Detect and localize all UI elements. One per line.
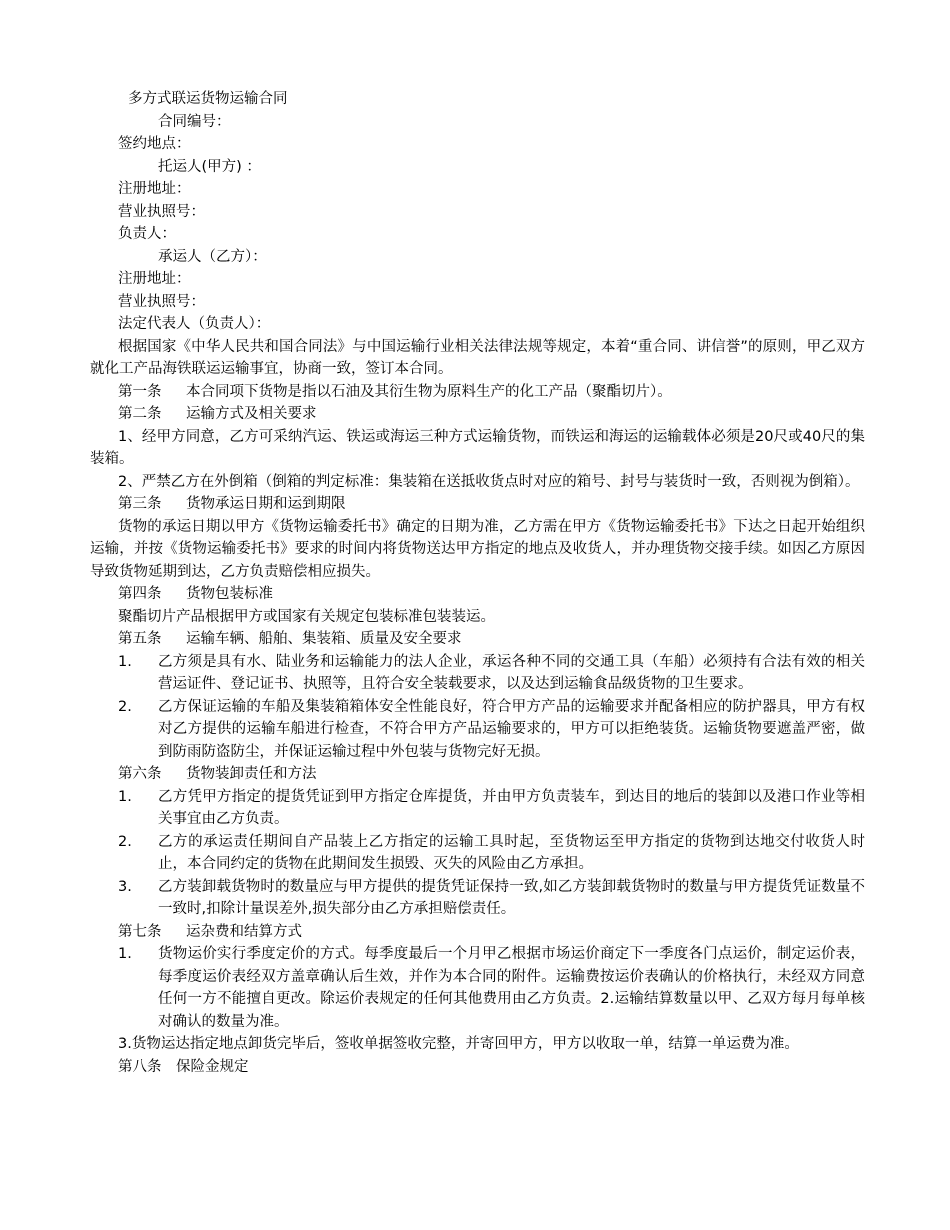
list-number: 2. bbox=[118, 833, 132, 850]
article-5-item-2 bbox=[118, 696, 865, 764]
list-number: 1. bbox=[118, 653, 132, 670]
article-5-title: 运输车辆、船舶、集装箱、质量及安全要求 bbox=[186, 631, 462, 647]
party-b-representative: 法定代表人（负责人）： bbox=[118, 316, 271, 332]
list-item-text: 乙方凭甲方指定的提货凭证到甲方指定仓库提货，并由甲方负责装车，到达目的地后的装卸以及港口作业等相关事宜由乙方负责。 bbox=[158, 788, 865, 827]
list-item-text: 乙方须是具有水、陆业务和运输能力的法人企业，承运各种不同的交通工具（车船）必须持有合法有效的相关营运证件、登记证书、执照等，且符合安全装载要求，以及达到运输食品级货物的卫生要求。 bbox=[158, 653, 865, 692]
article-6 bbox=[0, 763, 950, 786]
party-a-license: 营业执照号： bbox=[118, 203, 205, 220]
list-number: 1. bbox=[118, 946, 132, 962]
article-2-label: 第二条 bbox=[118, 406, 162, 422]
article-7-paragraph-3: 3.货物运达指定地点卸货完毕后，签收单据签收完整，并寄回甲方，甲方以收取一单，结算一单运费为准。 bbox=[118, 1036, 799, 1052]
article-7-title: 运杂费和结算方式 bbox=[186, 923, 302, 940]
article-6-title: 货物装卸责任和方法 bbox=[186, 766, 317, 782]
article-5-label: 第五条 bbox=[118, 631, 162, 647]
list-number: 1. bbox=[118, 788, 132, 805]
article-2-paragraph-1: 1、经甲方同意，乙方可采纳汽运、铁运或海运三种方式运输货物，而铁运和海运的运输载体必须是20尺或40尺的集装箱。 bbox=[90, 428, 865, 467]
party-a-representative: 负责人： bbox=[118, 226, 176, 242]
contract-document bbox=[0, 88, 950, 1078]
document-title: 多方式联运货物运输合同 bbox=[128, 91, 288, 107]
article-3 bbox=[0, 493, 950, 516]
article-4-paragraph-1: 聚酯切片产品根据甲方或国家有关规定包装标准包装装运。 bbox=[118, 608, 495, 625]
article-5 bbox=[0, 628, 950, 651]
article-8-label: 第八条 bbox=[118, 1058, 162, 1075]
article-8-title: 保险金规定 bbox=[176, 1058, 249, 1075]
article-4-title: 货物包装标准 bbox=[186, 586, 273, 602]
party-b-license: 营业执照号： bbox=[118, 293, 205, 310]
party-b-heading: 承运人（乙方）： bbox=[158, 248, 267, 265]
article-6-item-3 bbox=[118, 876, 865, 921]
list-item-text: 乙方装卸载货物时的数量应与甲方提供的提货凭证保持一致,如乙方装卸载货物时的数量与甲方提货凭证数量不一致时,扣除计量误差外,损失部分由乙方承担赔偿责任。 bbox=[158, 878, 865, 917]
article-2-title: 运输方式及相关要求 bbox=[186, 406, 317, 422]
article-2 bbox=[0, 403, 950, 426]
list-number: 3. bbox=[118, 878, 132, 895]
article-7-item-1 bbox=[118, 943, 865, 1033]
contract-number-field: 合同编号： bbox=[158, 113, 231, 130]
article-7-label: 第七条 bbox=[118, 923, 162, 940]
party-b-address: 注册地址： bbox=[118, 271, 191, 287]
article-1-label: 第一条 bbox=[118, 383, 162, 400]
article-1 bbox=[0, 381, 950, 404]
party-a-address: 注册地址： bbox=[118, 181, 191, 197]
preamble-paragraph: 根据国家《中华人民共和国合同法》与中国运输行业相关法律法规等规定，本着“重合同、讲信誉”的原则，甲乙双方就化工产品海铁联运运输事宜，协商一致，签订本合同。 bbox=[90, 338, 865, 377]
article-4-label: 第四条 bbox=[118, 586, 162, 602]
list-item-text: 货物运价实行季度定价的方式。每季度最后一个月甲乙根据市场运价商定下一季度各门点运价，制定运价表，每季度运价表经双方盖章确认后生效，并作为本合同的附件。运输费按运价表确认的价格执行，未经双方同意任何一方不能擅自更改。除运价表规定的任何其他费用由乙方负责。2.运输结算数量以甲、乙双方每月每单核对确认的数量为准。 bbox=[158, 946, 865, 1030]
article-6-label: 第六条 bbox=[118, 766, 162, 782]
article-7 bbox=[0, 921, 950, 944]
list-number: 2. bbox=[118, 698, 132, 715]
sign-place-field: 签约地点： bbox=[118, 136, 191, 152]
article-3-paragraph-1: 货物的承运日期以甲方《货物运输委托书》确定的日期为准，乙方需在甲方《货物运输委托书》下达之日起开始组织运输，并按《货物运输委托书》要求的时间内将货物送达甲方指定的地点及收货人，并办理货物交接手续。如因乙方原因导致货物延期到达，乙方负责赔偿相应损失。 bbox=[90, 518, 865, 580]
article-5-item-1 bbox=[118, 651, 865, 696]
party-a-heading: 托运人(甲方) ： bbox=[158, 158, 261, 175]
list-item-text: 乙方的承运责任期间自产品装上乙方指定的运输工具时起，至货物运至甲方指定的货物到达地交付收货人时止，本合同约定的货物在此期间发生损毁、灭失的风险由乙方承担。 bbox=[158, 833, 865, 872]
article-3-label: 第三条 bbox=[118, 496, 162, 512]
article-3-title: 货物承运日期和运到期限 bbox=[186, 496, 346, 512]
article-8 bbox=[0, 1056, 950, 1079]
article-2-paragraph-2: 2、严禁乙方在外倒箱（倒箱的判定标准：集装箱在送抵收货点时对应的箱号、封号与装货时一致，否则视为倒箱）。 bbox=[118, 473, 860, 490]
article-6-item-2 bbox=[118, 831, 865, 876]
article-6-item-1 bbox=[118, 786, 865, 831]
article-4 bbox=[0, 583, 950, 606]
article-1-title: 本合同项下货物是指以石油及其衍生物为原料生产的化工产品（聚酯切片）。 bbox=[186, 383, 672, 400]
list-item-text: 乙方保证运输的车船及集装箱箱体安全性能良好，符合甲方产品的运输要求并配备相应的防护器具，甲方有权对乙方提供的运输车船进行检查，不符合甲方产品运输要求的，甲方可以拒绝装货。运输货物要遮盖严密，做到防雨防盗防尘，并保证运输过程中外包装与货物完好无损。 bbox=[158, 698, 865, 760]
